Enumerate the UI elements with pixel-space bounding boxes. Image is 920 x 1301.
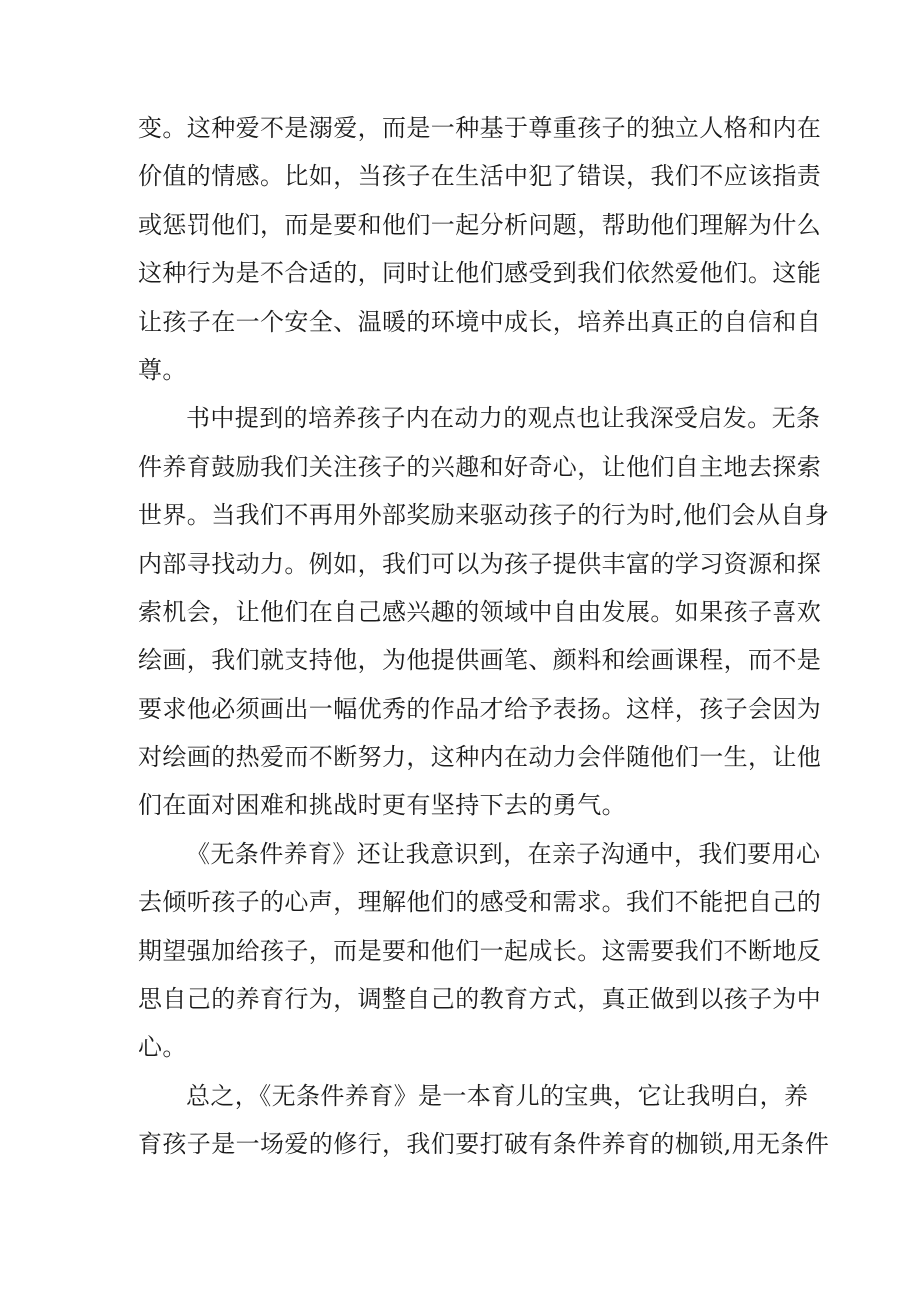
text-line: 书中提到的培养孩子内在动力的观点也让我深受启发。无条 [186, 404, 821, 433]
text-line: 或惩罚他们，而是要和他们一起分析问题，帮助他们理解为什么 [138, 210, 822, 239]
text-line: 这种行为是不合适的，同时让他们感受到我们依然爱他们。这能 [138, 259, 822, 288]
text-line: 变。这种爱不是溺爱，而是一种基于尊重孩子的独立人格和内在 [138, 114, 822, 142]
paragraph-4 [138, 1072, 830, 1169]
text-line: 去倾听孩子的心声，理解他们的感受和需求。我们不能把自己的 [138, 888, 822, 917]
text-line: 尊。 [138, 355, 187, 384]
text-line: 总之，《无条件养育》是一本育儿的宝典，它让我明白，养 [186, 1081, 809, 1110]
text-line: 要求他必须画出一幅优秀的作品才给予表扬。这样，孩子会因为 [138, 694, 822, 723]
text-line: 让孩子在一个安全、温暖的环境中成长，培养出真正的自信和自 [138, 307, 822, 336]
document-body [138, 104, 830, 1169]
text-line: 期望强加给孩子，而是要和他们一起成长。这需要我们不断地反 [138, 936, 822, 965]
paragraph-2 [138, 394, 830, 830]
text-line: 件养育鼓励我们关注孩子的兴趣和好奇心，让他们自主地去探索 [138, 452, 822, 481]
paragraph-1 [138, 104, 822, 394]
text-line: 心。 [138, 1033, 187, 1062]
text-line: 对绘画的热爱而不断努力，这种内在动力会伴随他们一生，让他 [138, 743, 822, 772]
text-line: 育孩子是一场爱的修行，我们要打破有条件养育的枷锁,用无条件 [138, 1130, 830, 1159]
text-line: 绘画，我们就支持他，为他提供画笔、颜料和绘画课程，而不是 [138, 646, 822, 675]
text-line: 索机会，让他们在自己感兴趣的领域中自由发展。如果孩子喜欢 [138, 597, 822, 626]
text-line: 世界。当我们不再用外部奖励来驱动孩子的行为时,他们会从自身 [138, 501, 830, 530]
text-line: 思自己的养育行为，调整自己的教育方式，真正做到以孩子为中 [138, 985, 822, 1014]
text-line: 们在面对困难和挑战时更有坚持下去的勇气。 [138, 791, 626, 820]
text-line: 内部寻找动力。例如，我们可以为孩子提供丰富的学习资源和探 [138, 549, 822, 578]
text-line: 价值的情感。比如，当孩子在生活中犯了错误，我们不应该指责 [138, 162, 822, 191]
text-line: 《无条件养育》还让我意识到，在亲子沟通中，我们要用心 [186, 839, 821, 868]
paragraph-3 [138, 830, 822, 1072]
